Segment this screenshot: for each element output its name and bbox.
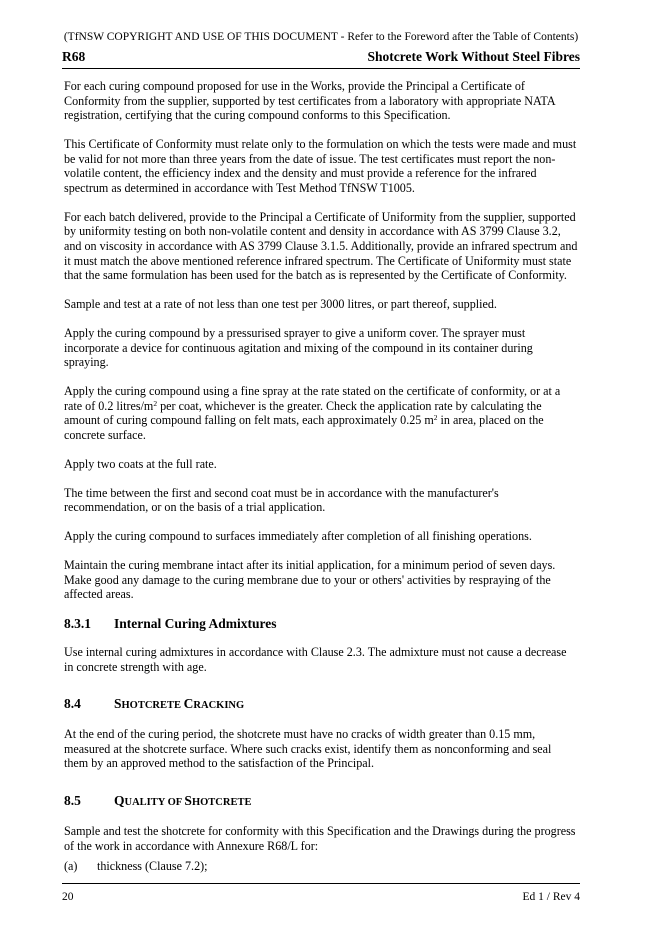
paragraph-apply-after-finishing: Apply the curing compound to surfaces immediately after completion of all finishing operations. xyxy=(64,529,532,544)
superscript: 2 xyxy=(433,413,438,423)
section-heading-8-4 xyxy=(64,696,578,714)
paragraph-sample-rate: Sample and test at a rate of not less than one test per 3000 litres, or part thereof, supplied. xyxy=(64,297,497,312)
header-rule xyxy=(62,68,580,69)
section-number: 8.5 xyxy=(64,792,81,808)
paragraph-quality: Sample and test the shotcrete for conformity with this Specification and the Drawings during the progress of the work in accordance with Annexure R68/L for: xyxy=(64,823,576,853)
page-footer xyxy=(62,891,580,903)
paragraph-sprayer: Apply the curing compound by a pressurised sprayer to give a uniform cover. The sprayer must incorporate a device for continuous agitation and mixing of the compound in its container during spraying. xyxy=(64,325,533,370)
list-item-label: (a) xyxy=(64,859,78,874)
paragraph-maintain-membrane: Maintain the curing membrane intact after its initial application, for a minimum period of seven days. Make good any damage to the curing membrane due to your or others' activities by respraying of the affected areas. xyxy=(64,557,556,602)
section-title-part: HOTCRETE xyxy=(191,796,252,808)
edition-label: Ed 1 / Rev 4 xyxy=(522,891,580,903)
page-number: 20 xyxy=(62,891,74,903)
list-item xyxy=(64,859,578,874)
copyright-notice: (TfNSW COPYRIGHT AND USE OF THIS DOCUMENT - Refer to the Foreword after the Table of Contents) xyxy=(63,31,579,43)
superscript: 2 xyxy=(153,398,158,408)
section-title-part: HOTCRETE xyxy=(121,700,184,712)
section-title: Internal Curing Admixtures xyxy=(114,616,277,631)
section-title-part: RACKING xyxy=(193,700,245,712)
running-header xyxy=(62,49,580,65)
spec-code: R68 xyxy=(62,49,86,64)
section-number: 8.3.1 xyxy=(64,616,91,631)
paragraph-application-rate xyxy=(64,384,578,442)
paragraph-certificate-conformity: For each curing compound proposed for use in the Works, provide the Principal a Certificate of Conformity from the supplier, supported by test certificates from a laboratory with appropriate NATA registration, certifying that the curing compound conforms to this Specification. xyxy=(64,79,555,123)
paragraph-certificate-uniformity: For each batch delivered, provide to the Principal a Certificate of Uniformity from the supplier, supported by uniformity testing on both non-volatile content and density in accordance with AS 3799 Clause 3.2, and on viscosity in accordance with AS 3799 Clause 3.1.5. Additionally, provide an infrared spectrum and it must match the above mentioned reference infrared spectrum. The Certificate of Uniformity must state that the same formulation has been used for the batch as is represented by the Certificate of Conformity. xyxy=(64,209,578,283)
spec-title: Shotcrete Work Without Steel Fibres xyxy=(367,49,580,64)
paragraph-internal-curing: Use internal curing admixtures in accordance with Clause 2.3. The admixture must not cause a decrease in concrete strength with age. xyxy=(64,645,567,674)
section-title-part: UALITY OF xyxy=(124,796,185,808)
application-rate-text-3: in area, placed on the concrete surface. xyxy=(64,413,544,442)
section-heading-8-3-1 xyxy=(64,616,578,632)
paragraph-cracking: At the end of the curing period, the shotcrete must have no cracks of width greater than 0.15 mm, measured at the shotcrete surface. Where such cracks exist, identify them as nonconforming and seal them by an approved method to the satisfaction of the Principal. xyxy=(64,727,552,771)
paragraph-coat-interval: The time between the first and second coat must be in accordance with the manufacturer's recommendation, or on the basis of a trial application. xyxy=(64,485,499,515)
application-rate-text-1: Apply the curing compound using a fine spray at the rate stated on the certificate of conformity, or at a rate of 0.2 litres/m xyxy=(64,383,561,413)
footer-rule xyxy=(62,883,580,884)
section-heading-8-5 xyxy=(64,793,578,811)
paragraph-two-coats: Apply two coats at the full rate. xyxy=(64,456,217,471)
section-title-part: Q xyxy=(114,792,125,808)
section-number: 8.4 xyxy=(64,696,81,712)
list-item-text: thickness (Clause 7.2); xyxy=(97,859,208,874)
section-title-part: S xyxy=(184,792,192,808)
paragraph-certificate-validity: This Certificate of Conformity must relate only to the formulation on which the tests were made and must be valid for not more than three years from the date of issue. The test certificates must report the non-volatile content, the efficiency index and the density and must provide a reference for the infrared spectrum as determined in accordance with Test Method TfNSW T1005. xyxy=(64,137,577,195)
page-content xyxy=(64,79,578,874)
application-rate-text-2: per coat, whichever is the greater. Check the application rate by calculating the amount of curing compound falling on felt mats, each approximately 0.25 m xyxy=(64,398,542,428)
section-title-part: C xyxy=(183,696,194,712)
section-title-part: S xyxy=(114,696,122,712)
